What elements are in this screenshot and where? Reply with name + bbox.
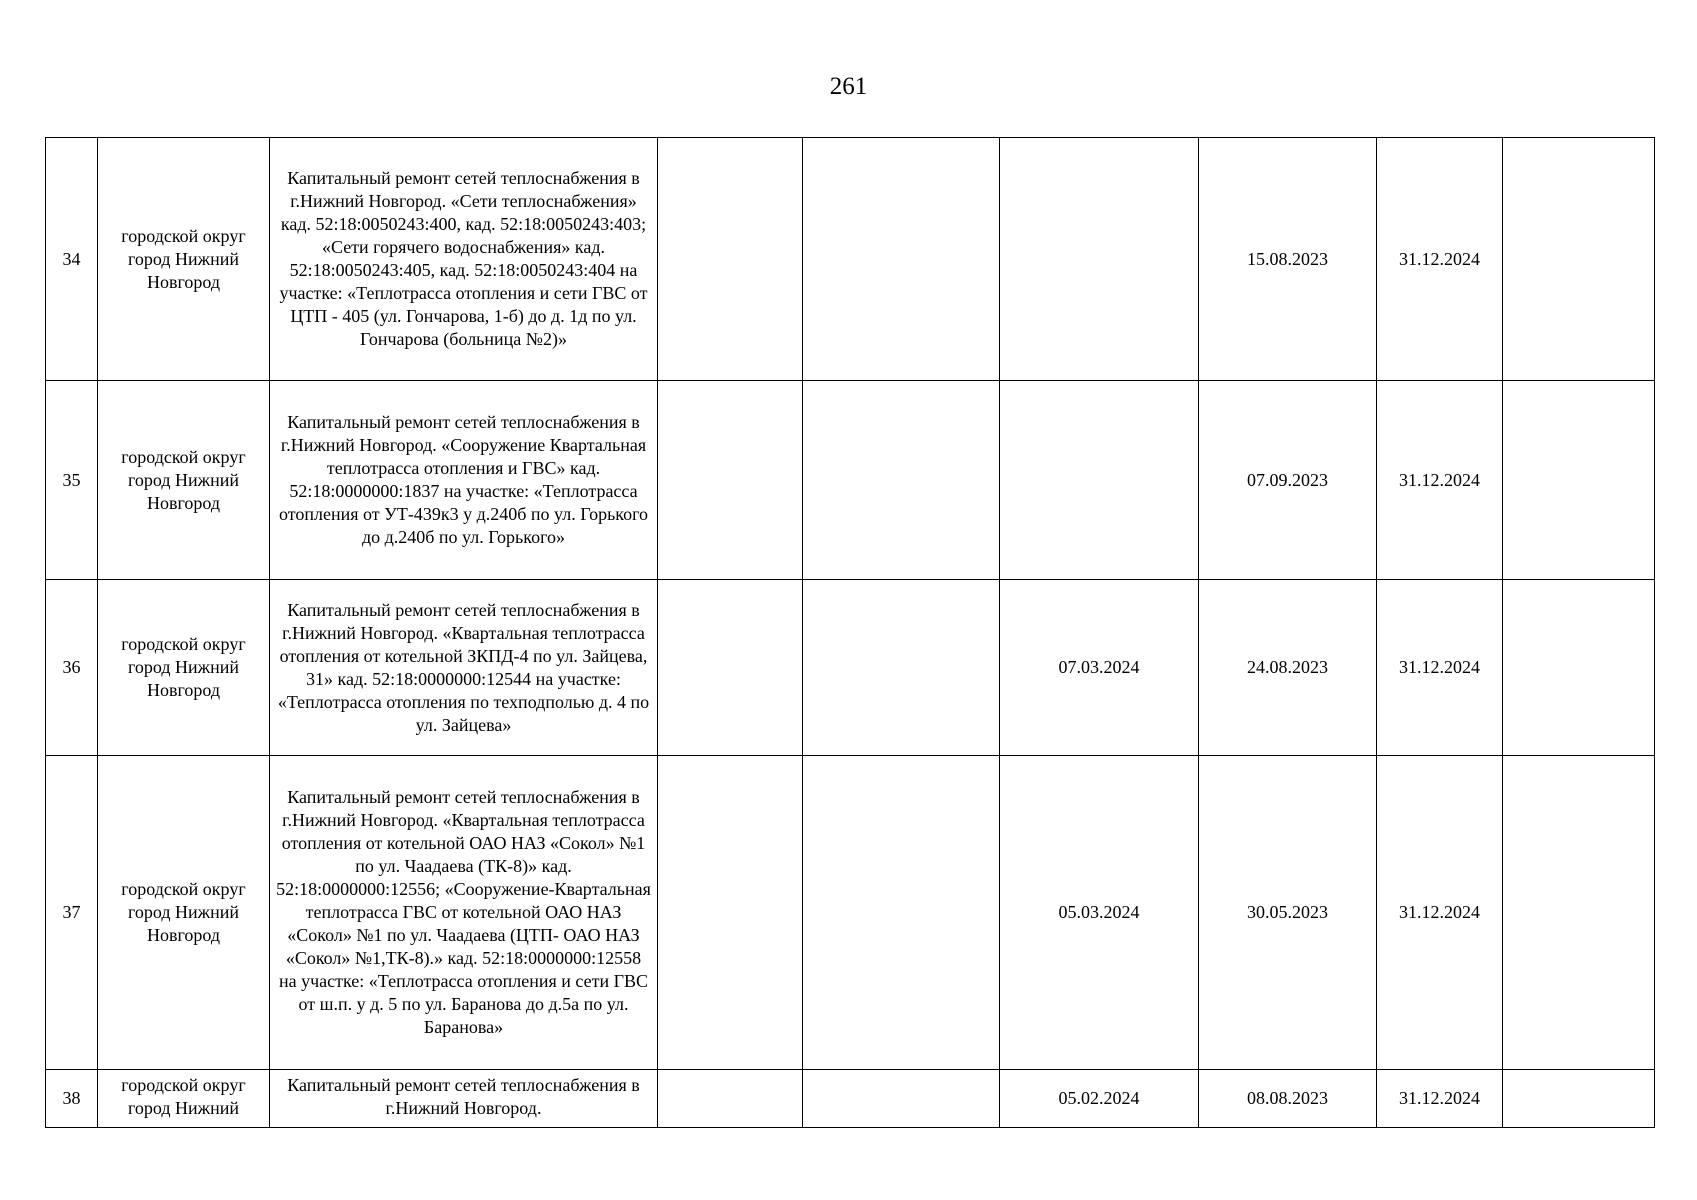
column-9-cell [1503,138,1655,381]
column-4-cell [658,580,803,756]
column-9-cell [1503,381,1655,580]
column-5-cell [803,381,1000,580]
table-row [46,381,1655,580]
column-4-cell [658,756,803,1070]
date-2-cell: 07.09.2023 [1199,381,1377,580]
date-2-cell: 15.08.2023 [1199,138,1377,381]
description-cell: Капитальный ремонт сетей теплоснабжения в г.Нижний Новгород. «Квартальная теплотрасса отопления от котельной ЗКПД-4 по ул. Зайцева, 31» кад. 52:18:0000000:12544 на участке: «Теплотрасса отопления по техподполью д. 4 по ул. Зайцева» [270,580,658,756]
row-number: 37 [46,756,98,1070]
description-cell: Капитальный ремонт сетей теплоснабжения в г.Нижний Новгород. [270,1070,658,1128]
date-1-cell [1000,138,1199,381]
date-2-cell: 08.08.2023 [1199,1070,1377,1128]
date-1-cell: 05.03.2024 [1000,756,1199,1070]
table-row [46,756,1655,1070]
municipality-cell: городской округ город Нижний Новгород [98,381,270,580]
column-9-cell [1503,580,1655,756]
column-5-cell [803,756,1000,1070]
date-3-cell: 31.12.2024 [1377,138,1503,381]
date-2-cell: 24.08.2023 [1199,580,1377,756]
municipality-cell: городской округ город Нижний Новгород [98,756,270,1070]
date-2-cell: 30.05.2023 [1199,756,1377,1070]
column-5-cell [803,1070,1000,1128]
table-row [46,580,1655,756]
row-number: 36 [46,580,98,756]
date-1-cell [1000,381,1199,580]
date-3-cell: 31.12.2024 [1377,756,1503,1070]
table-row [46,138,1655,381]
date-3-cell: 31.12.2024 [1377,580,1503,756]
municipality-cell: городской округ город Нижний Новгород [98,580,270,756]
column-5-cell [803,580,1000,756]
row-number: 35 [46,381,98,580]
column-4-cell [658,381,803,580]
table-row [46,1070,1655,1128]
date-3-cell: 31.12.2024 [1377,1070,1503,1128]
column-4-cell [658,138,803,381]
municipality-cell: городской округ город Нижний [98,1070,270,1128]
column-5-cell [803,138,1000,381]
date-1-cell: 05.02.2024 [1000,1070,1199,1128]
description-cell: Капитальный ремонт сетей теплоснабжения в г.Нижний Новгород. «Сооружение Квартальная теплотрасса отопления и ГВС» кад. 52:18:0000000:1837 на участке: «Теплотрасса отопления от УТ-439к3 у д.240б по ул. Горького до д.240б по ул. Горького» [270,381,658,580]
municipality-cell: городской округ город Нижний Новгород [98,138,270,381]
column-4-cell [658,1070,803,1128]
column-9-cell [1503,756,1655,1070]
page-number: 261 [829,73,868,100]
column-9-cell [1503,1070,1655,1128]
date-3-cell: 31.12.2024 [1377,381,1503,580]
row-number: 34 [46,138,98,381]
date-1-cell: 07.03.2024 [1000,580,1199,756]
description-cell: Капитальный ремонт сетей теплоснабжения в г.Нижний Новгород. «Квартальная теплотрасса отопления от котельной ОАО НАЗ «Сокол» №1 по ул. Чаадаева (ТК-8)» кад. 52:18:0000000:12556; «Сооружение-Квартальная теплотрасса ГВС от котельной ОАО НАЗ «Сокол» №1 по ул. Чаадаева (ЦТП- ОАО НАЗ «Сокол» №1,ТК-8).» кад. 52:18:0000000:12558 на участке: «Теплотрасса отопления и сети ГВС от ш.п. у д. 5 по ул. Баранова до д.5а по ул. Баранова» [270,756,658,1070]
description-cell: Капитальный ремонт сетей теплоснабжения в г.Нижний Новгород. «Сети теплоснабжения» кад. 52:18:0050243:400, кад. 52:18:0050243:403; «Сети горячего водоснабжения» кад. 52:18:0050243:405, кад. 52:18:0050243:404 на участке: «Теплотрасса отопления и сети ГВС от ЦТП - 405 (ул. Гончарова, 1-б) до д. 1д по ул. Гончарова (больница №2)» [270,138,658,381]
row-number: 38 [46,1070,98,1128]
projects-table [45,137,1655,1128]
